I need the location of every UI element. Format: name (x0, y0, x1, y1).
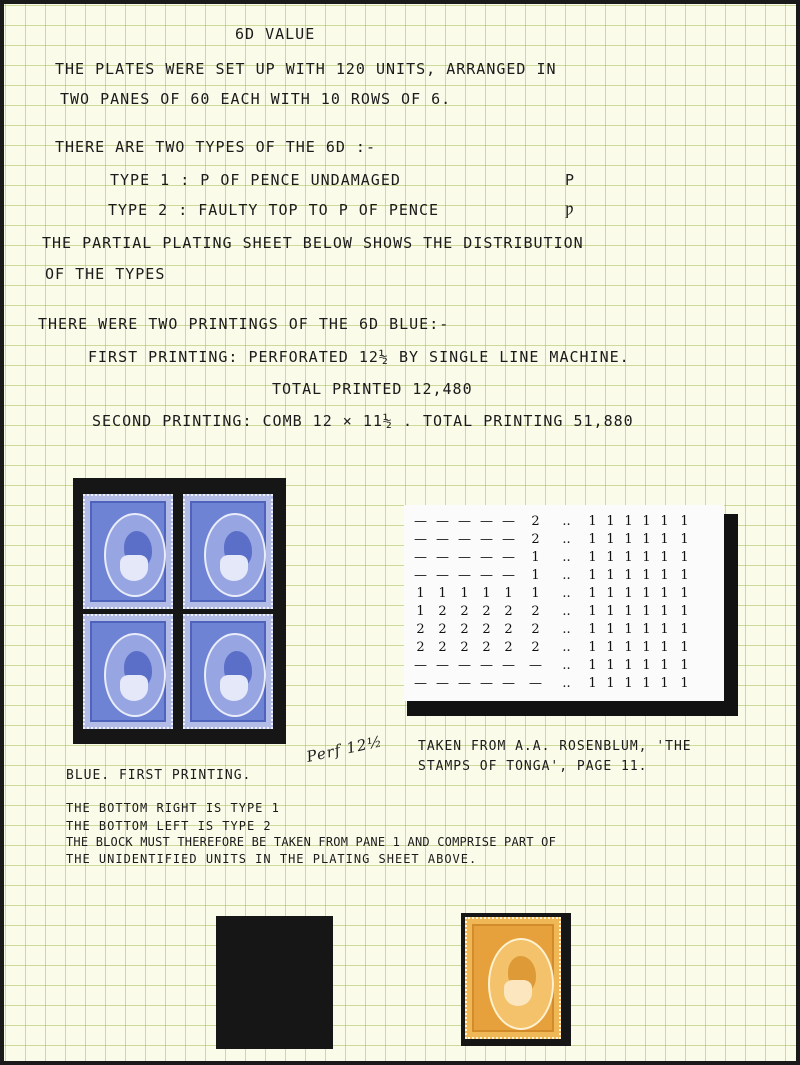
plating-cell: 1 (624, 604, 633, 619)
plating-cell: 1 (606, 604, 615, 619)
plating-cell: 1 (660, 604, 669, 619)
plating-cell: — (436, 550, 449, 565)
plating-cell: 1 (660, 640, 669, 655)
plating-cell: 1 (642, 622, 651, 637)
plating-cell: 2 (531, 604, 540, 619)
plating-cell: 2 (460, 604, 469, 619)
plating-cell: — (502, 532, 515, 547)
plating-cell: — (480, 658, 493, 673)
plating-cell: 1 (680, 550, 689, 565)
plating-cell: 1 (624, 640, 633, 655)
type2-symbol: Ƿ (565, 201, 575, 219)
plating-cell: 1 (624, 622, 633, 637)
plating-cell: 1 (660, 568, 669, 583)
stamp-bottom-left (83, 614, 173, 729)
plating-cell: — (414, 676, 427, 691)
plating-cell: 1 (660, 586, 669, 601)
plating-cell: 1 (588, 676, 597, 691)
plating-cell: — (502, 514, 515, 529)
orange-stamp (465, 917, 561, 1039)
plating-cell: .. (562, 604, 571, 619)
plating-cell: 1 (606, 586, 615, 601)
plating-cell: 1 (660, 622, 669, 637)
plating-cell: .. (562, 514, 571, 529)
plating-cell: 1 (588, 658, 597, 673)
plating-cell: 1 (680, 532, 689, 547)
plating-cell: 1 (642, 604, 651, 619)
empty-stamp-mount (216, 916, 333, 1049)
types-intro: THERE ARE TWO TYPES OF THE 6D :- (55, 138, 376, 156)
type1-symbol: P (565, 171, 576, 189)
plating-cell: — (480, 532, 493, 547)
orange-stamp-mount (461, 913, 571, 1046)
plating-cell: 1 (680, 658, 689, 673)
plating-cell: 1 (588, 640, 597, 655)
plating-cell: — (529, 676, 542, 691)
plating-cell: — (458, 676, 471, 691)
plating-cell: — (414, 532, 427, 547)
plating-cell: 1 (504, 586, 513, 601)
plating-cell: 1 (588, 550, 597, 565)
plating-cell: 2 (531, 640, 540, 655)
plating-cell: — (436, 514, 449, 529)
plating-cell: 1 (642, 658, 651, 673)
plating-cell: — (458, 514, 471, 529)
plating-cell: 1 (642, 676, 651, 691)
plating-cell: 2 (438, 622, 447, 637)
plating-cell: — (458, 568, 471, 583)
plating-cell: 1 (624, 568, 633, 583)
first-printing: FIRST PRINTING: PERFORATED 12½ BY SINGLE LINE MACHINE. (88, 348, 630, 366)
perf-note: Perf 12½ (304, 732, 385, 766)
plating-cell: 2 (504, 622, 513, 637)
plating-cell: 1 (531, 568, 540, 583)
plating-cell: 2 (460, 622, 469, 637)
plating-cell: — (480, 676, 493, 691)
stamp-top-left (83, 494, 173, 609)
plating-cell: .. (562, 640, 571, 655)
plating-cell: 1 (588, 586, 597, 601)
plating-cell: 1 (642, 550, 651, 565)
source-line-2: STAMPS OF TONGA', PAGE 11. (418, 759, 648, 774)
plating-cell: .. (562, 622, 571, 637)
type1-line: TYPE 1 : P OF PENCE UNDAMAGED (110, 171, 401, 189)
plating-cell: .. (562, 676, 571, 691)
plating-cell: 1 (642, 514, 651, 529)
plating-cell: 2 (531, 514, 540, 529)
plating-cell: 1 (680, 586, 689, 601)
plating-cell: — (458, 532, 471, 547)
plating-cell: — (414, 550, 427, 565)
plating-cell: 1 (606, 658, 615, 673)
note-line-3: THE BLOCK MUST THEREFORE BE TAKEN FROM PANE 1 AND COMPRISE PART OF (66, 835, 557, 849)
stamp-block-mount (73, 478, 286, 744)
plating-cell: 1 (624, 676, 633, 691)
plating-cell: 1 (624, 532, 633, 547)
plating-cell: — (480, 568, 493, 583)
page-heading: 6D VALUE (235, 25, 316, 43)
second-printing: SECOND PRINTING: COMB 12 × 11½ . TOTAL PRINTING 51,880 (92, 412, 634, 430)
plating-cell: 2 (438, 640, 447, 655)
partial-line-1: THE PARTIAL PLATING SHEET BELOW SHOWS THE DISTRIBUTION (42, 234, 584, 252)
plating-cell: — (529, 658, 542, 673)
plating-cell: 2 (460, 640, 469, 655)
plating-cell: 1 (660, 514, 669, 529)
plating-cell: 2 (482, 622, 491, 637)
plating-cell: 1 (588, 622, 597, 637)
plating-cell: 1 (624, 514, 633, 529)
plating-cell: .. (562, 568, 571, 583)
plating-cell: 2 (482, 604, 491, 619)
plating-cell: 1 (416, 604, 425, 619)
plating-cell: 1 (642, 568, 651, 583)
plating-cell: 1 (642, 532, 651, 547)
plating-cell: 1 (588, 568, 597, 583)
plating-cell: — (436, 532, 449, 547)
plating-cell: 1 (606, 568, 615, 583)
plating-cell: 1 (531, 550, 540, 565)
plating-cell: .. (562, 586, 571, 601)
plating-cell: — (436, 568, 449, 583)
plating-cell: 1 (680, 640, 689, 655)
plating-cell: 1 (680, 604, 689, 619)
stamp-bottom-right (183, 614, 273, 729)
plating-cell: — (480, 514, 493, 529)
plating-sheet (404, 505, 724, 701)
source-line-1: TAKEN FROM A.A. ROSENBLUM, 'THE (418, 739, 692, 754)
plating-cell: 2 (531, 532, 540, 547)
plating-cell: — (502, 568, 515, 583)
plating-cell: — (502, 658, 515, 673)
plating-cell: 1 (460, 586, 469, 601)
note-line-1: THE BOTTOM RIGHT IS TYPE 1 (66, 801, 280, 815)
plating-cell: 1 (606, 622, 615, 637)
block-caption: BLUE. FIRST PRINTING. (66, 768, 252, 783)
plating-cell: 2 (438, 604, 447, 619)
plating-cell: 1 (606, 676, 615, 691)
stamp-top-right (183, 494, 273, 609)
plating-cell: 1 (606, 550, 615, 565)
plating-cell: 1 (588, 514, 597, 529)
plating-cell: — (436, 676, 449, 691)
plating-cell: 1 (660, 658, 669, 673)
plating-cell: 2 (482, 640, 491, 655)
first-total: TOTAL PRINTED 12,480 (272, 380, 473, 398)
plating-cell: 1 (624, 658, 633, 673)
plating-cell: 1 (606, 640, 615, 655)
plating-cell: 1 (438, 586, 447, 601)
note-line-2: THE BOTTOM LEFT IS TYPE 2 (66, 819, 272, 833)
plating-cell: — (414, 568, 427, 583)
plating-cell: 1 (606, 514, 615, 529)
plating-cell: — (458, 658, 471, 673)
plating-cell: .. (562, 532, 571, 547)
plating-cell: 2 (531, 622, 540, 637)
plating-cell: 2 (504, 640, 513, 655)
plating-cell: 1 (660, 550, 669, 565)
plating-cell: — (436, 658, 449, 673)
plating-cell: 1 (660, 676, 669, 691)
plating-cell: .. (562, 658, 571, 673)
plating-cell: 1 (680, 676, 689, 691)
plating-cell: 2 (416, 640, 425, 655)
printings-intro: THERE WERE TWO PRINTINGS OF THE 6D BLUE:- (38, 315, 450, 333)
plating-cell: — (458, 550, 471, 565)
plating-cell: 2 (504, 604, 513, 619)
plating-cell: 1 (680, 514, 689, 529)
plating-cell: 1 (660, 532, 669, 547)
plating-cell: — (480, 550, 493, 565)
type2-line: TYPE 2 : FAULTY TOP TO P OF PENCE (108, 201, 440, 219)
plating-cell: 2 (416, 622, 425, 637)
plating-cell: — (502, 676, 515, 691)
plating-cell: — (414, 514, 427, 529)
plating-cell: 1 (531, 586, 540, 601)
plating-cell: .. (562, 550, 571, 565)
plating-cell: 1 (624, 586, 633, 601)
plating-cell: 1 (416, 586, 425, 601)
plating-cell: 1 (680, 622, 689, 637)
plating-cell: 1 (482, 586, 491, 601)
plating-cell: 1 (606, 532, 615, 547)
plating-cell: 1 (680, 568, 689, 583)
plating-cell: 1 (588, 532, 597, 547)
plating-cell: — (414, 658, 427, 673)
note-line-4: THE UNIDENTIFIED UNITS IN THE PLATING SHEET ABOVE. (66, 852, 478, 866)
plating-cell: 1 (642, 586, 651, 601)
plating-cell: 1 (624, 550, 633, 565)
plating-cell: 1 (588, 604, 597, 619)
intro-line-2: TWO PANES OF 60 EACH WITH 10 ROWS OF 6. (60, 90, 452, 108)
plating-cell: — (502, 550, 515, 565)
partial-line-2: OF THE TYPES (45, 265, 166, 283)
intro-line-1: THE PLATES WERE SET UP WITH 120 UNITS, ARRANGED IN (55, 60, 557, 78)
plating-cell: 1 (642, 640, 651, 655)
